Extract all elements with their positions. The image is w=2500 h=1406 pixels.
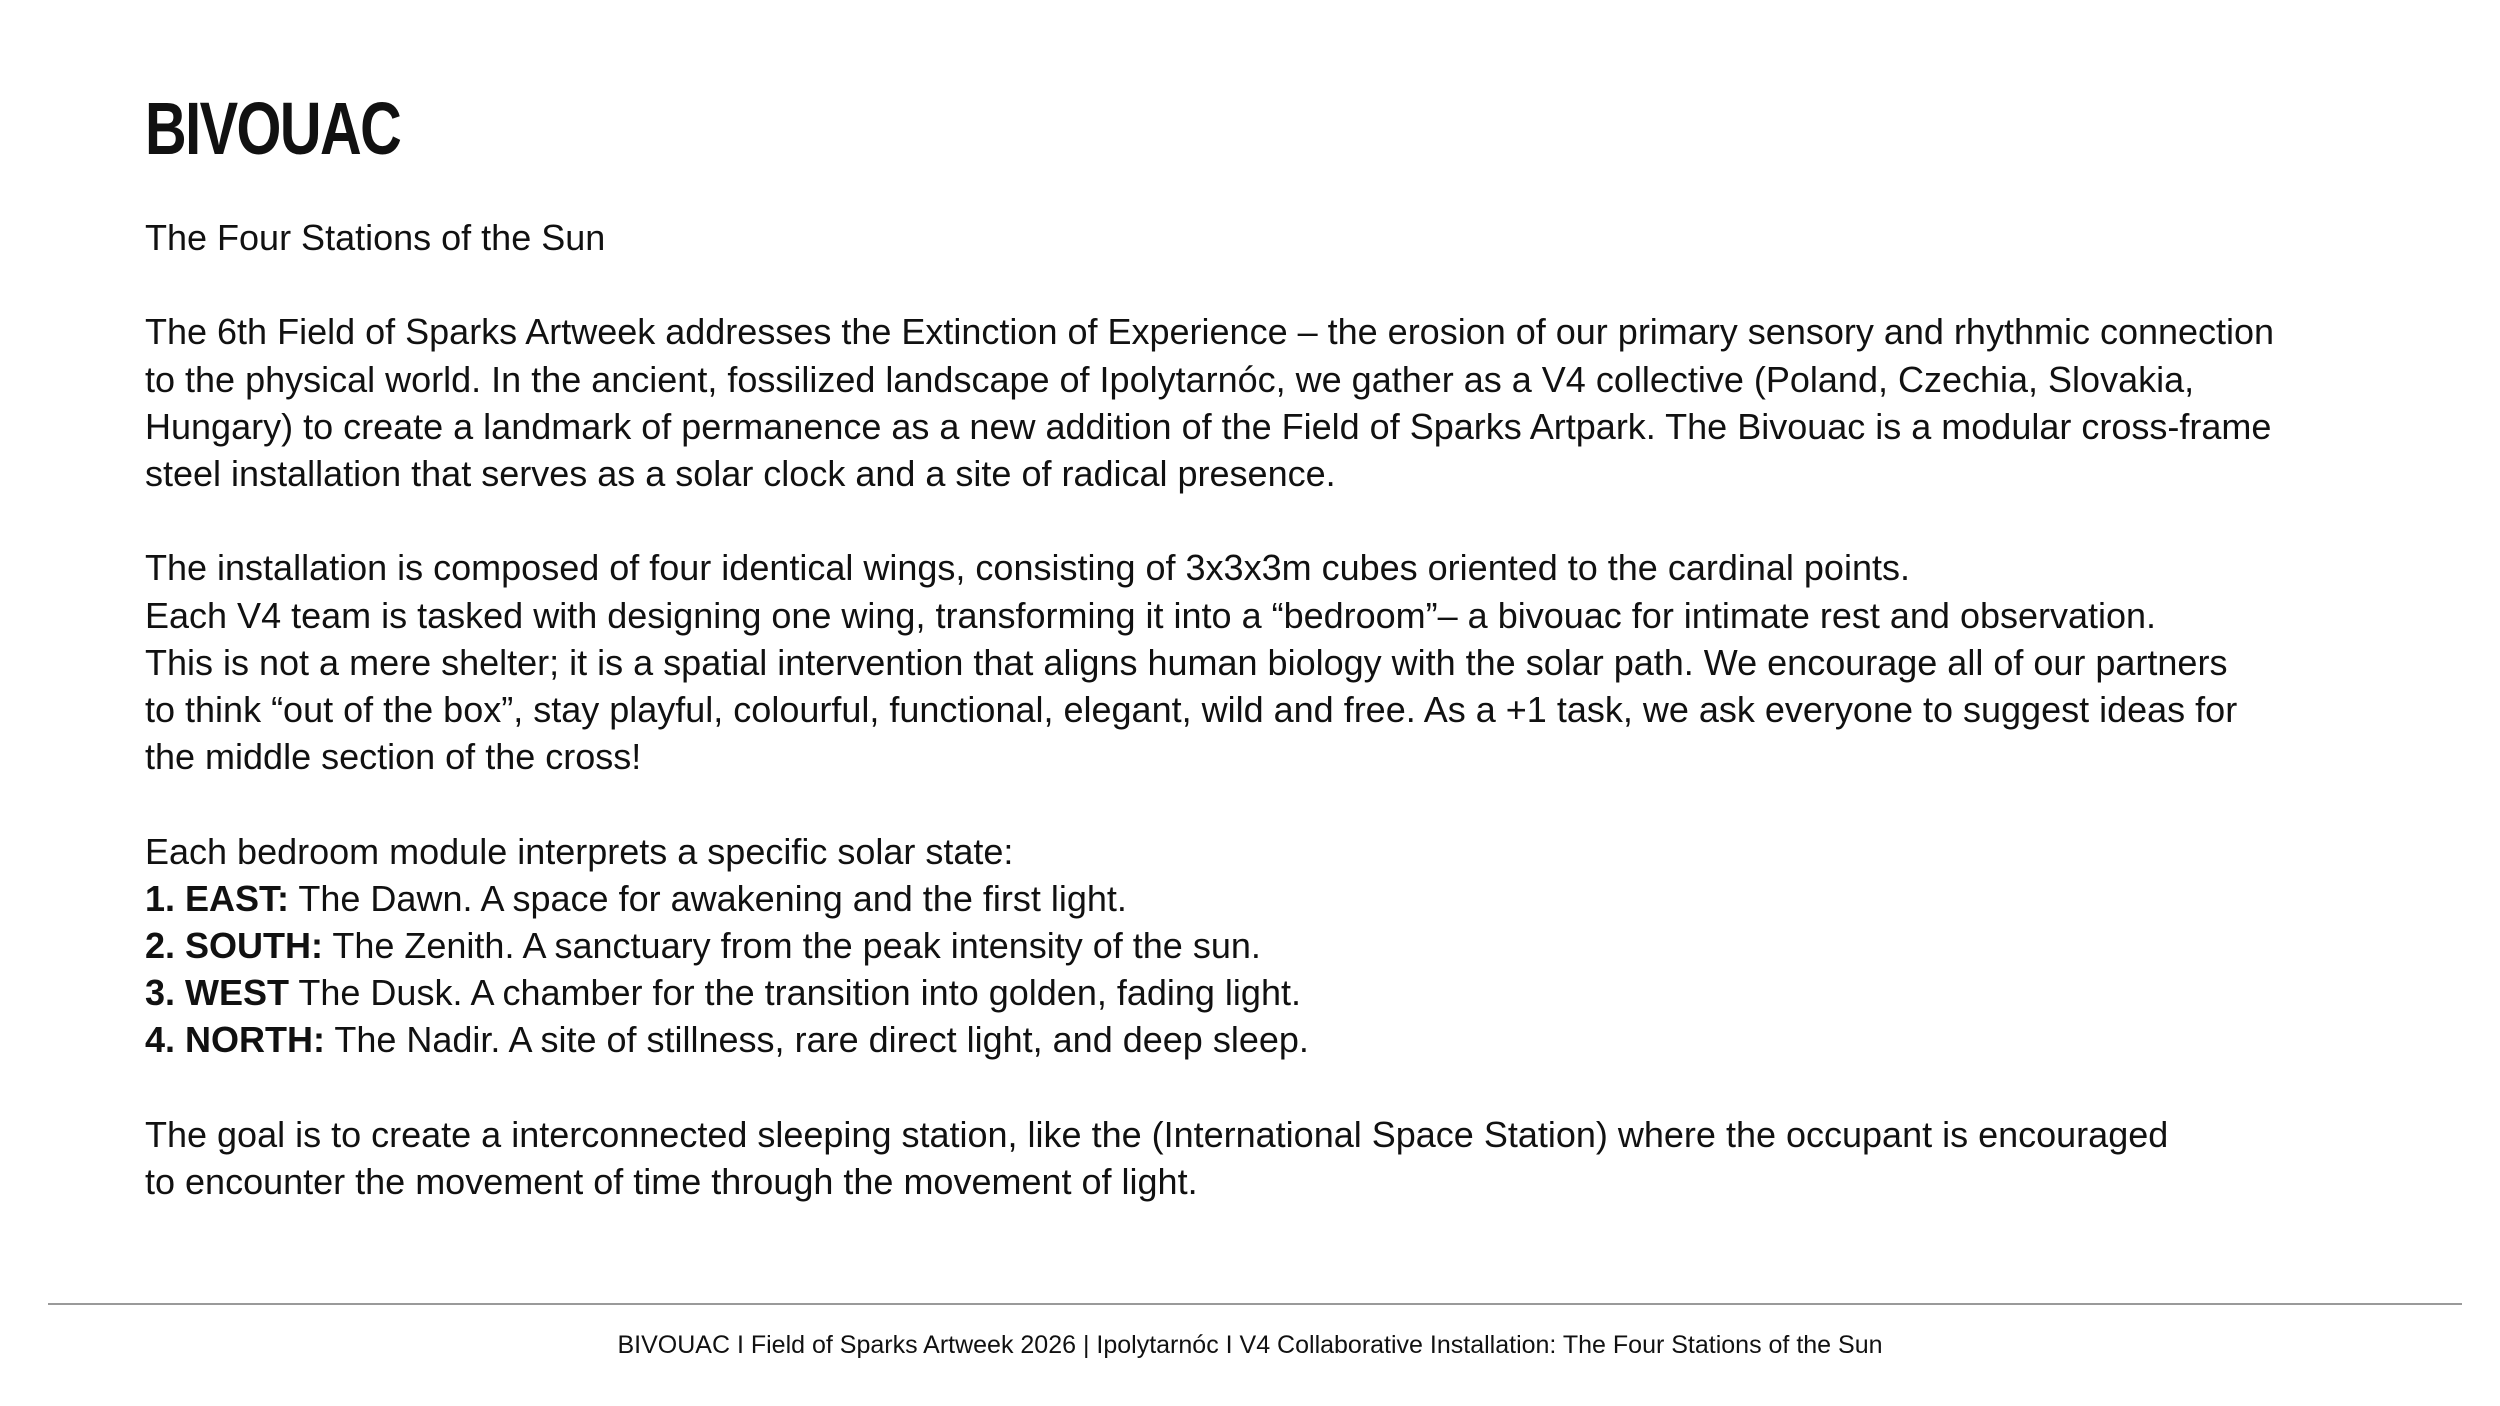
goal-line: to encounter the movement of time through the movement of light. (145, 1161, 1198, 1202)
goal-paragraph (145, 1111, 2445, 1205)
paragraph-gap (145, 497, 2445, 544)
subtitle: The Four Stations of the Sun (145, 217, 606, 258)
footer-caption: BIVOUAC I Field of Sparks Artweek 2026 | Ipolytarnóc I V4 Collaborative Installation: The Four Stations of the Sun (617, 1331, 1883, 1359)
module-label: 2. SOUTH: (145, 925, 324, 966)
module-description: The Zenith. A sanctuary from the peak intensity of the sun. (323, 925, 1261, 966)
module-item-south (145, 922, 2445, 969)
installation-line: Each V4 team is tasked with designing one wing, transforming it into a “bedroom”– a bivouac for intimate rest and observation. (145, 594, 2157, 636)
goal-line: The goal is to create a interconnected sleeping station, like the (International Space Station) where the occupant is encouraged (145, 1113, 2169, 1155)
module-item-west (145, 969, 2445, 1016)
footer-divider (48, 1303, 2462, 1305)
modules-intro: Each bedroom module interprets a specific solar state: (145, 830, 1014, 872)
module-item-east (145, 875, 2445, 922)
installation-line: This is not a mere shelter; it is a spatial intervention that aligns human biology with the solar path. We encourage all of our partners (145, 641, 2228, 683)
installation-line: to think “out of the box”, stay playful, colourful, functional, elegant, wild and free. As a +1 task, we ask everyone to suggest ideas for (145, 689, 2238, 730)
installation-line: the middle section of the cross! (145, 736, 642, 778)
paragraph-gap (145, 780, 2445, 827)
paragraph-gap (145, 261, 2445, 308)
module-description: The Dusk. A chamber for the transition into golden, fading light. (289, 972, 1301, 1014)
intro-line: Hungary) to create a landmark of permanence as a new addition of the Field of Sparks Artpark. The Bivouac is a modular cross-frame (145, 405, 2272, 447)
body-text (145, 214, 2445, 1205)
intro-line: The 6th Field of Sparks Artweek addresses the Extinction of Experience – the erosion of our primary sensory and rhythmic connection (145, 311, 2275, 353)
page-title: BIVOUAC (145, 87, 401, 170)
module-label: 4. NORTH: (145, 1019, 325, 1061)
module-label: 1. EAST: (145, 877, 290, 919)
module-label: 3. WEST (145, 972, 290, 1014)
intro-line: steel installation that serves as a solar clock and a site of radical presence. (145, 453, 1336, 494)
paragraph-gap (145, 1064, 2445, 1111)
installation-line: The installation is composed of four identical wings, consisting of 3x3x3m cubes oriented to the cardinal points. (145, 547, 1910, 589)
installation-paragraph (145, 544, 2445, 780)
module-item-north (145, 1016, 2445, 1063)
intro-line: to the physical world. In the ancient, fossilized landscape of Ipolytarnóc, we gather as a V4 collective (Poland, Czechia, Slovakia, (145, 358, 2195, 400)
module-description: The Dawn. A space for awakening and the first light. (289, 877, 1127, 919)
intro-paragraph (145, 308, 2445, 497)
modules-list (145, 828, 2445, 1064)
module-description: The Nadir. A site of stillness, rare direct light, and deep sleep. (325, 1019, 1309, 1061)
